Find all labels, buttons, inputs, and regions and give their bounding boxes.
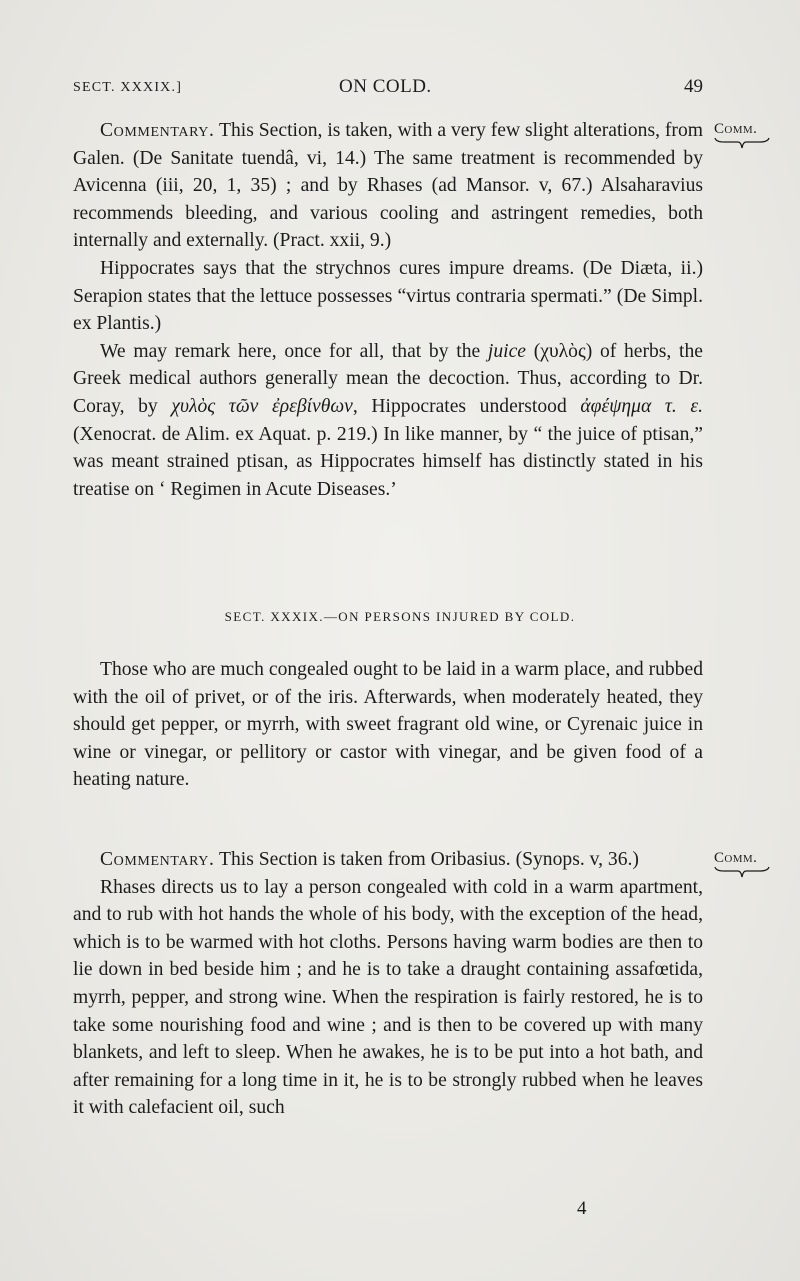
section-body [73,656,703,794]
section-heading: SECT. XXXIX.—ON PERSONS INJURED BY COLD. [224,609,576,624]
paragraph-text: (Xenocrat. de Alim. ex Aquat. p. 219.) In like manner, by “ the juice of ptisan,” was meant strained ptisan, as Hippocrates himself has distinctly stated in his treatise on ‘ Regimen in Acute Diseases.’ [73,423,703,500]
paragraph-text: , Hippocrates understood [352,395,581,417]
page-number: 49 [684,76,703,97]
running-head-section: SECT. XXXIX.] [73,80,183,95]
commentary-1-paragraph-3 [73,338,703,504]
commentary-label: Commentary. [100,120,215,141]
margin-note-commentary-2 [714,850,794,879]
greek-phrase: ἀφέψημα τ. ε. [580,395,703,417]
commentary-label: Commentary. [100,849,215,870]
signature-mark: 4 [577,1198,587,1219]
section-body-paragraph: Those who are much congealed ought to be laid in a warm place, and rubbed with the oil of privet, or of the iris. Afterwards, when moderately heated, they should get pepper, or myrrh, with sweet fragrant old wine, or Cyrenaic juice in wine or vinegar, or pellitory or castor with vinegar, and be given food of a heating nature. [73,659,703,791]
margin-note-label: Comm. [714,121,758,137]
running-head-title: ON COLD. [339,76,432,97]
paragraph-text: (χυλὸς) of herbs, the Greek medical authors generally mean the decoction. Thus, according to Dr. Coray, by [73,340,703,417]
commentary-2-text: This Section is taken from Oribasius. (Synops. v, 36.) [214,849,639,870]
italic-term: juice [487,340,526,362]
greek-phrase: χυλὸς τῶν ἐρεβίνθων [171,395,353,417]
commentary-1-text: This Section, is taken, with a very few slight alterations, from Galen. (De Sanitate tuendâ, vi, 14.) The same treatment is recommended by Avicenna (iii, 20, 1, 35) ; and by Rhases (ad Mansor. v, 67.) Alsaharavius recommends bleeding, and various cooling and astringent remedies, both internally and externally. (Pract. xxii, 9.) [73,120,703,252]
commentary-2-paragraph-1 [73,846,703,874]
commentary-1 [73,117,703,503]
commentary-2-paragraph-2: Rhases directs us to lay a person congealed with cold in a warm apartment, and to rub with hot hands the whole of his body, with the exception of the head, which is to be warmed with hot cloths. Persons having warm bodies are then to lie down in bed beside him ; and he is to take a draught containing assafœtida, myrrh, pepper, and strong wine. When the respiration is fairly restored, he is to take some nourishing food and wine ; and is then to be covered up with many blankets, and left to sleep. When he awakes, he is to be put into a hot bath, and after remaining for a long time in it, he is to be strongly rubbed when he leaves it with calefacient oil, such [73,876,703,1119]
commentary-1-paragraph-1 [73,117,703,255]
margin-note-label: Comm. [714,850,758,866]
margin-note-commentary-1 [714,121,794,150]
running-head [73,76,703,98]
brace-icon [714,865,770,879]
brace-icon [714,136,770,150]
paragraph-text: We may remark here, once for all, that by the [100,340,488,362]
commentary-2 [73,846,703,1122]
commentary-1-paragraph-2: Hippocrates says that the strychnos cures impure dreams. (De Diæta, ii.) Serapion states that the lettuce possesses “virtus contraria spermati.” (De Simpl. ex Plantis.) [73,257,703,335]
